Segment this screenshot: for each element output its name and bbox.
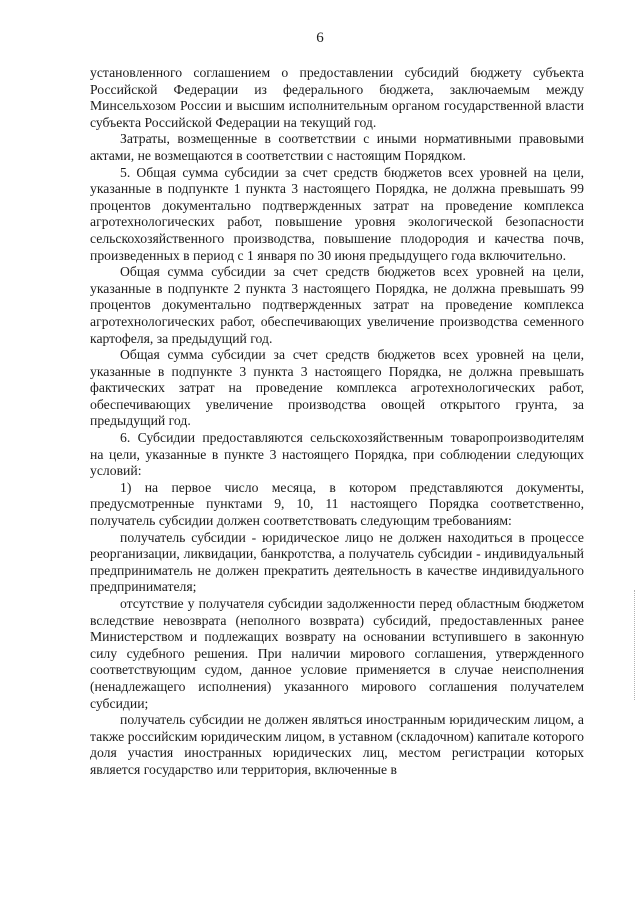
paragraph-requirement-foreign: получатель субсидии не должен являться иностранным юридическим лицом, а также российским юридическим лицом, в уставном (складочном) капитале которого доля участия иностранных юридических лиц, местом регистрации которых является государство или территория, включенные в [90, 712, 584, 777]
paragraph-subsidy-sub3: Общая сумма субсидии за счет средств бюджетов всех уровней на цели, указанные в подпункте 3 пункта 3 настоящего Порядка, не должна превышать фактических затрат на проведение комплекса агротехнологических работ, обеспечивающих увеличение производства овощей открытого грунта, за предыдущий год. [90, 347, 584, 429]
paragraph-item-6: 6. Субсидии предоставляются сельскохозяйственным товаропроизводителям на цели, указанные в пункте 3 настоящего Порядка, при соблюдении следующих условий: [90, 430, 584, 479]
page-number: 6 [316, 30, 324, 46]
paragraph-continuation: установленного соглашением о предоставлении субсидий бюджету субъекта Российской Федерации из федерального бюджета, заключаемым между Минсельхозом России и высшим исполнительным органом государственной власти субъекта Российской Федерации на текущий год. [90, 65, 584, 130]
document-body [90, 65, 584, 779]
paragraph-requirement-debt: отсутствие у получателя субсидии задолженности перед областным бюджетом вследствие невозврата (неполного возврата) субсидий, предоставленных ранее Министерством и подлежащих возврату на основании вступившего в законную силу судебного решения. При наличии мирового соглашения, утвержденного соответствующим судом, данное условие применяется в случае неисполнения (ненадлежащего исполнения) указанного мирового соглашения получателем субсидии; [90, 596, 584, 711]
paragraph-item-5: 5. Общая сумма субсидии за счет средств бюджетов всех уровней на цели, указанные в подпункте 1 пункта 3 настоящего Порядка, не должна превышать 99 процентов документально подтвержденных затрат на проведение комплекса агротехнологических работ, повышение уровня экологической безопасности сельскохозяйственного производства, повышение плодородия и качества почв, произведенных в период с 1 января по 30 июня предыдущего года включительно. [90, 164, 584, 263]
paragraph-condition-1: 1) на первое число месяца, в котором представляются документы, предусмотренные пунктами 9, 10, 11 настоящего Порядка соответственно, получатель субсидии должен соответствовать следующим требованиям: [90, 479, 584, 529]
paragraph-requirement-reorganization: получатель субсидии - юридическое лицо не должен находиться в процессе реорганизации, ликвидации, банкротства, а получатель субсидии - индивидуальный предприниматель не должен прекратить деятельность в качестве индивидуального предпринимателя; [90, 529, 584, 595]
paragraph-subsidy-sub2: Общая сумма субсидии за счет средств бюджетов всех уровней на цели, указанные в подпункте 2 пункта 3 настоящего Порядка, не должна превышать 99 процентов документально подтвержденных затрат на проведение комплекса агротехнологических работ, обеспечивающих увеличение производства семенного картофеля, за предыдущий год. [90, 264, 584, 346]
scan-edge-mark [634, 590, 636, 700]
paragraph-costs-note: Затраты, возмещенные в соответствии с иными нормативными правовыми актами, не возмещаются в соответствии с настоящим Порядком. [90, 131, 584, 163]
